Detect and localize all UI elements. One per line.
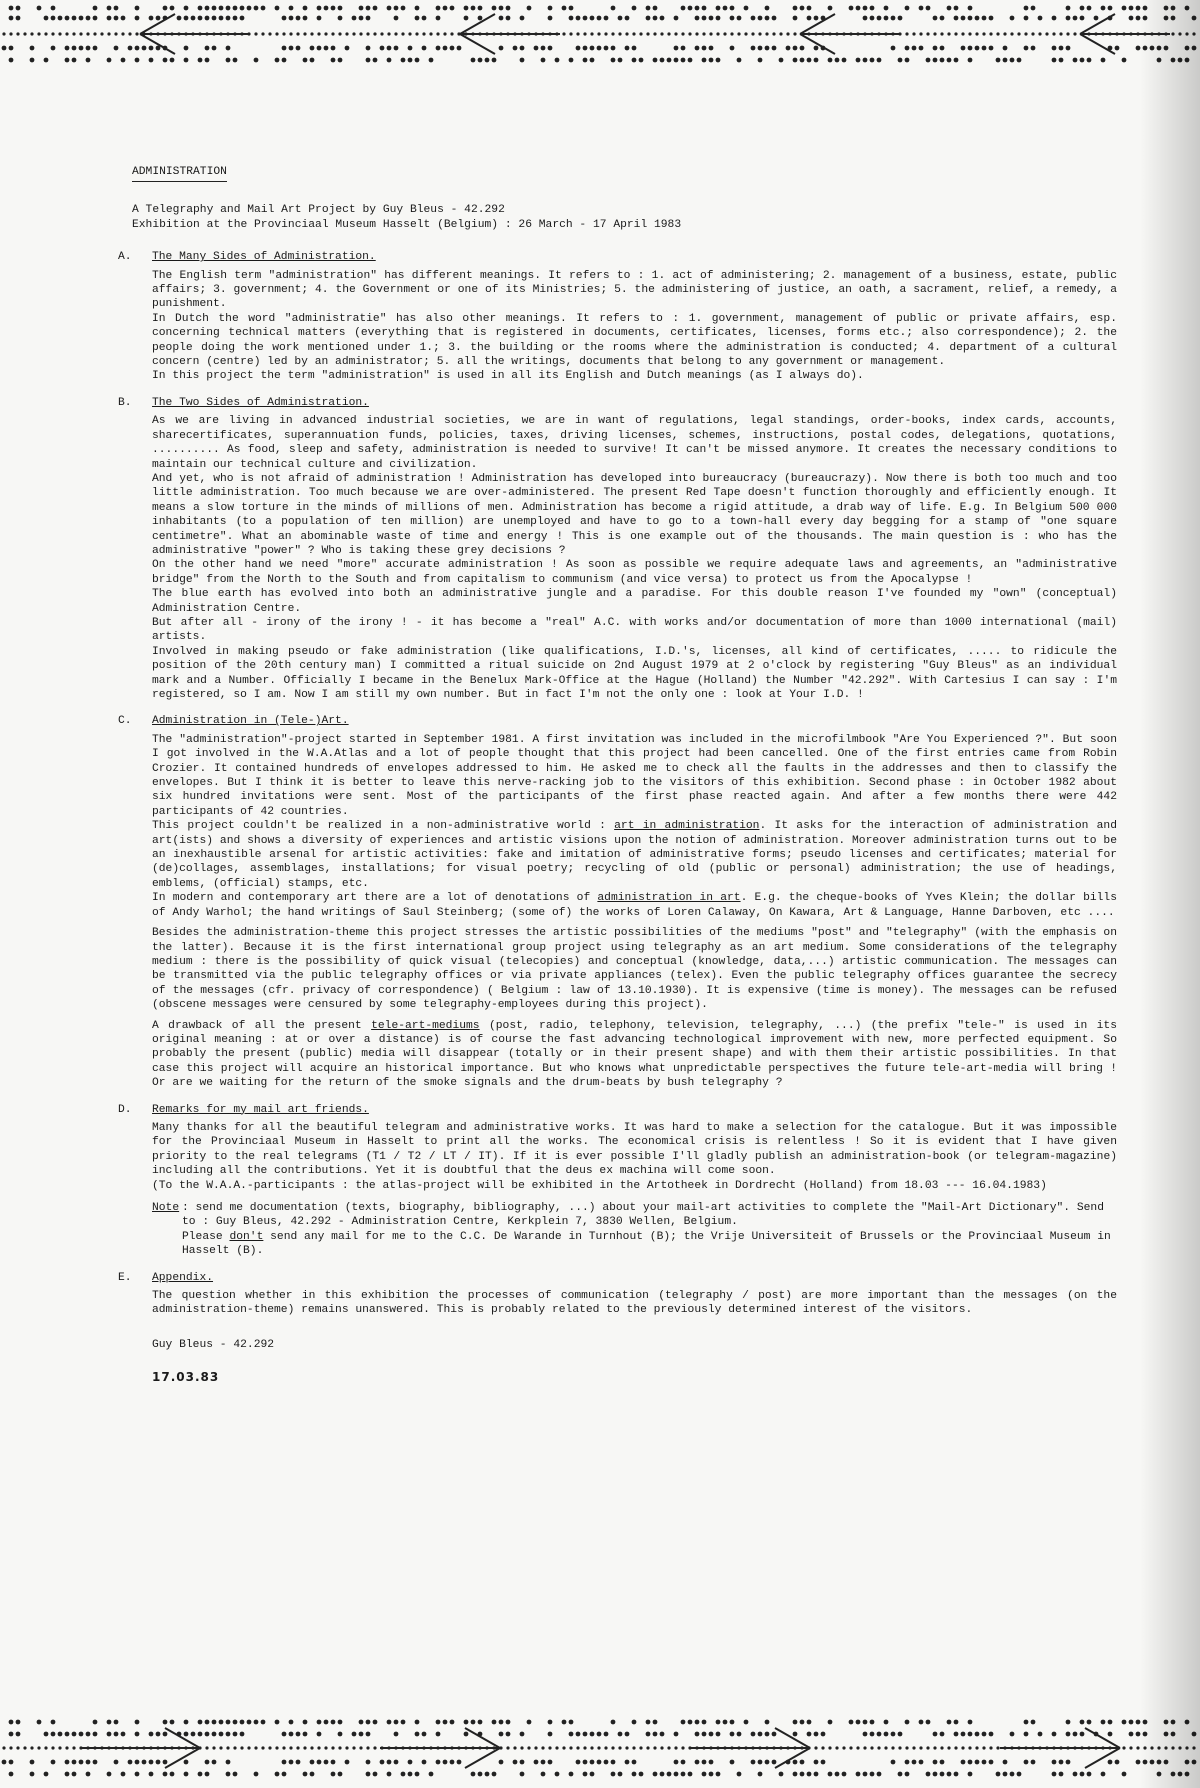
project-subtitle: A Telegraphy and Mail Art Project by Guy Bleus - 42.292 [132,204,505,217]
text-run: send any mail for me to the C.C. De Warande in Turnhout (B); the Vrije Universiteit of Brussels or the Provinciaal Museum in Hasselt (B). [182,1230,1111,1258]
paragraph [152,891,1117,920]
text-run: . E.g. the cheque-books of Yves Klein; the dollar bills of Andy Warhol; the hand writings of Saul Steinberg; (some of) the works of Loren Calaway, On Kawara, Art & Language, Hanne Darboven, etc .... [152,892,1117,919]
section-heading: The Many Sides of Administration. [152,251,376,264]
paragraph: As we are living in advanced industrial societies, we are in want of regulations, legal standings, order-books, index cards, accounts, sharecertificates, superannuation funds, policies, taxes, driving licenses, schemes, instructions, postal codes, delegations, quotations, .......... As food, sleep and safety, administration is needed to survive! It can't be missed anymore. It creates the necessary conditions to maintain our technical culture and civilization. [152,415,1117,471]
paragraph [182,1230,1117,1259]
paragraph: (To the W.A.A.-participants : the atlas-project will be exhibited in the Artotheek in Dordrecht (Holland) from 18.03 --- 16.04.1983) [152,1179,1047,1192]
section-letter: C. [118,715,132,728]
paragraph: : send me documentation (texts, biography, bibliography, ...) about your mail-art activities to complete the "Mail-Art Dictionary". Send to : Guy Bleus, 42.292 - Administration Centre, Kerkplein 7, 3830 Wellen, Belgium. [182,1202,1104,1229]
section-body [152,733,1117,1091]
section-letter: A. [118,251,132,264]
underlined-phrase: art in administration [614,820,760,833]
section-body [152,1289,1117,1318]
text-run: . It asks for the interaction of administration and art(ists) and shows a diversity of experiences and artistic visions upon the notion of administration. Moreover administration turns out to be an inexhaustible arsenal for artistic activities: fake and imitation of administrative forms; pseudo licenses and certificates; material for (de)collages, assemblages, installations; for visual poetry; recycling of old (public or personal) administration; the use of headings, emblems, (official) stamps, etc. [152,820,1117,890]
section-letter: B. [118,396,132,409]
paragraph: And yet, who is not afraid of administration ! Administration has developed into bureaucracy (bureaucrazy). Now there is both too much and too little administration. Too much because we are over-administered. The present Red Tape doesn't function thoroughly and efficiently enough. It means a slow torture in the minds of millions of men. Administration has become a rigid attitude, a drab way of life. E.g. In Belgium 500 000 inhabitants (to a population of ten million) are unemployed and have to go to a town-hall every day begging for a stamp of "one square centimetre". What an abominable waste of time and energy ! This is one example out of the thousands. The main question is : who has the administrative "power" ? Who is taking these grey decisions ? [152,472,1117,557]
section-b [118,396,1117,703]
underlined-phrase: tele-art-mediums [371,1019,480,1032]
paragraph: But after all - irony of the irony ! - it has become a "real" A.C. with works and/or documentation of more than 1000 international (mail) artists. [152,616,1117,644]
text-run: This project couldn't be realized in a non-administrative world : [152,820,615,833]
text-run: In modern and contemporary art there are a lot of denotations of [152,892,598,905]
underlined-phrase: administration in art [597,892,741,905]
signature: Guy Bleus - 42.292 [152,1338,275,1351]
paragraph: On the other hand we need "more" accurate administration ! As soon as possible we require adequate laws and agreements, an "administrative bridge" from the North to the South and from capitalism to communism (and vice versa) to protect us from the Apocalypse ! [152,559,1117,586]
section-heading: Administration in (Tele-)Art. [152,715,349,728]
date-stamp: 17.03.83 [152,1370,220,1385]
paragraph: The "administration"-project started in September 1981. A first invitation was included in the microfilmbook "Are You Experienced ?". But soon I got involved in the W.A.Atlas and a lot of people thought that this project had been cancelled. One of the first entries came from Robin Crozier. It contained hundreds of envelopes addressed to him. He asked me to check all the faults in the addresses and then to classify the envelopes. But I think it is better to leave this nerve-racking job to the visitors of this exhibition. Second phase : in October 1982 about six hundred invitations were sent. Most of the participants of the first phase reacted again. And after a few months there were 442 participants of 42 countries. [152,733,1117,818]
section-letter: D. [118,1103,132,1116]
section-body [152,1121,1117,1193]
paragraph: The question whether in this exhibition the processes of communication (telegraphy / post) are more important than the messages (on the administration-theme) remains unanswered. This is probably related to the previously determined interest of the visitors. [152,1290,1117,1317]
note-block [152,1201,1117,1259]
section-body [152,414,1117,702]
paragraph: Many thanks for all the beautiful telegram and administrative works. It was hard to make a selection for the catalogue. But it was impossible for the Provinciaal Museum in Hasselt to print all the works. The economical crisis is relentless ! So it is evident that I have given priority to the real telegrams (T1 / T2 / LT / IT). If it is ever possible I'll gladly publish an administration-book (or telegram-magazine) including all the contributions. Yet it is doubtful that the deus ex machina will come soon. [152,1121,1117,1178]
paragraph: In this project the term "administration" is used in all its English and Dutch meanings (as I always do). [152,370,864,383]
note-text [182,1201,1117,1259]
bottom-perforated-border [0,1712,1200,1782]
section-d [118,1103,1117,1259]
section-heading: Appendix. [152,1271,214,1284]
paragraph: Involved in making pseudo or fake administration (like qualifications, I.D.'s, licenses, all kind of certificates, ..... to ridicule the position of the 20th century man) I committed a ritual suicide on 2nd August 1979 at 2 o'clock by registering "Guy Bleus" as an individual mark and a Number. Officially I became in the Benelux Mark-Office at the Hague (Holland) the Number "42.292". With Cartesius I can say : I'm registered, so I am. Now I am still my own number. But in fact I'm not the only one : look at Your I.D. ! [152,645,1117,701]
top-perforated-border [0,0,1200,70]
section-body [152,269,1117,384]
text-run: A drawback of all the present [152,1019,372,1032]
paragraph [152,819,1117,891]
document-body [118,165,1117,1385]
underlined-phrase: don't [229,1230,264,1243]
text-run: (post, radio, telephony, television, telegraphy, ...) (the prefix "tele-" is used in its original meaning : at or over a distance) is of course the fast advancing technological improvement with new, more perfected equipment. So probably the present (public) media will disappear (totally or in their present shape) and with them their artistic possibilities. In that case this project will acquire an historical importance. But who knows what unpredictable perspectives the future tele-art-media will bring ! Or are we waiting for the return of the smoke signals and the drum-beats by bush telegraphy ? [152,1019,1117,1090]
document-title: ADMINISTRATION [132,165,1117,182]
section-c [118,714,1117,1090]
page-shadow [1140,0,1200,1788]
section-heading: Remarks for my mail art friends. [152,1103,369,1116]
paragraph: Besides the administration-theme this project stresses the artistic possibilities of the mediums "post" and "telegraphy" (with the emphasis on the latter). Because it is the first international group project using telegraphy as an art medium. Some considerations of the telegraphy medium : there is the possibility of quick visual (telecopies) and conceptual (knowledge, data,...) artistic communication. The messages can be transmitted via the public telegraphy offices or via private appliances (telex). Even the public telegraphy offices guarantee the secrecy of the messages (cfr. privacy of correspondence) ( Belgium : law of 13.10.1930). It is expensive (time is money). The messages can be refused (obscene messages were censured by some telegraphy-employees during this project). [152,927,1117,1012]
note-label: Note [152,1202,180,1214]
paragraph: The blue earth has evolved into both an administrative jungle and a paradise. For this double reason I've founded my "own" (conceptual) Administration Centre. [152,588,1117,615]
text-run: Please [182,1230,230,1243]
paragraph [152,1019,1117,1091]
section-a [118,250,1117,384]
section-letter: E. [118,1271,132,1284]
paragraph: The English term "administration" has different meanings. It refers to : 1. act of administering; 2. management of a business, estate, public affairs; 3. government; 4. the Government or one of its Ministries; 5. the administering of justice, an oath, a sacrament, relief, a remedy, a punishment. [152,269,1117,311]
section-e [118,1271,1117,1318]
section-heading: The Two Sides of Administration. [152,396,369,409]
paragraph: In Dutch the word "administratie" has also other meanings. It refers to : 1. government, management of public or private affairs, esp. concerning technical matters (everything that is registered in documents, certificates, licenses, forms etc.; also correspondence); 2. the people doing the work mentioned under 1.; 3. the building or the rooms where the administration is conducted; 4. department of a cultural concern (centre) led by an administrator; 5. all the writings, documents that belong to any government or management. [152,312,1117,369]
exhibition-subtitle: Exhibition at the Provinciaal Museum Hasselt (Belgium) : 26 March - 17 April 1983 [132,218,682,231]
